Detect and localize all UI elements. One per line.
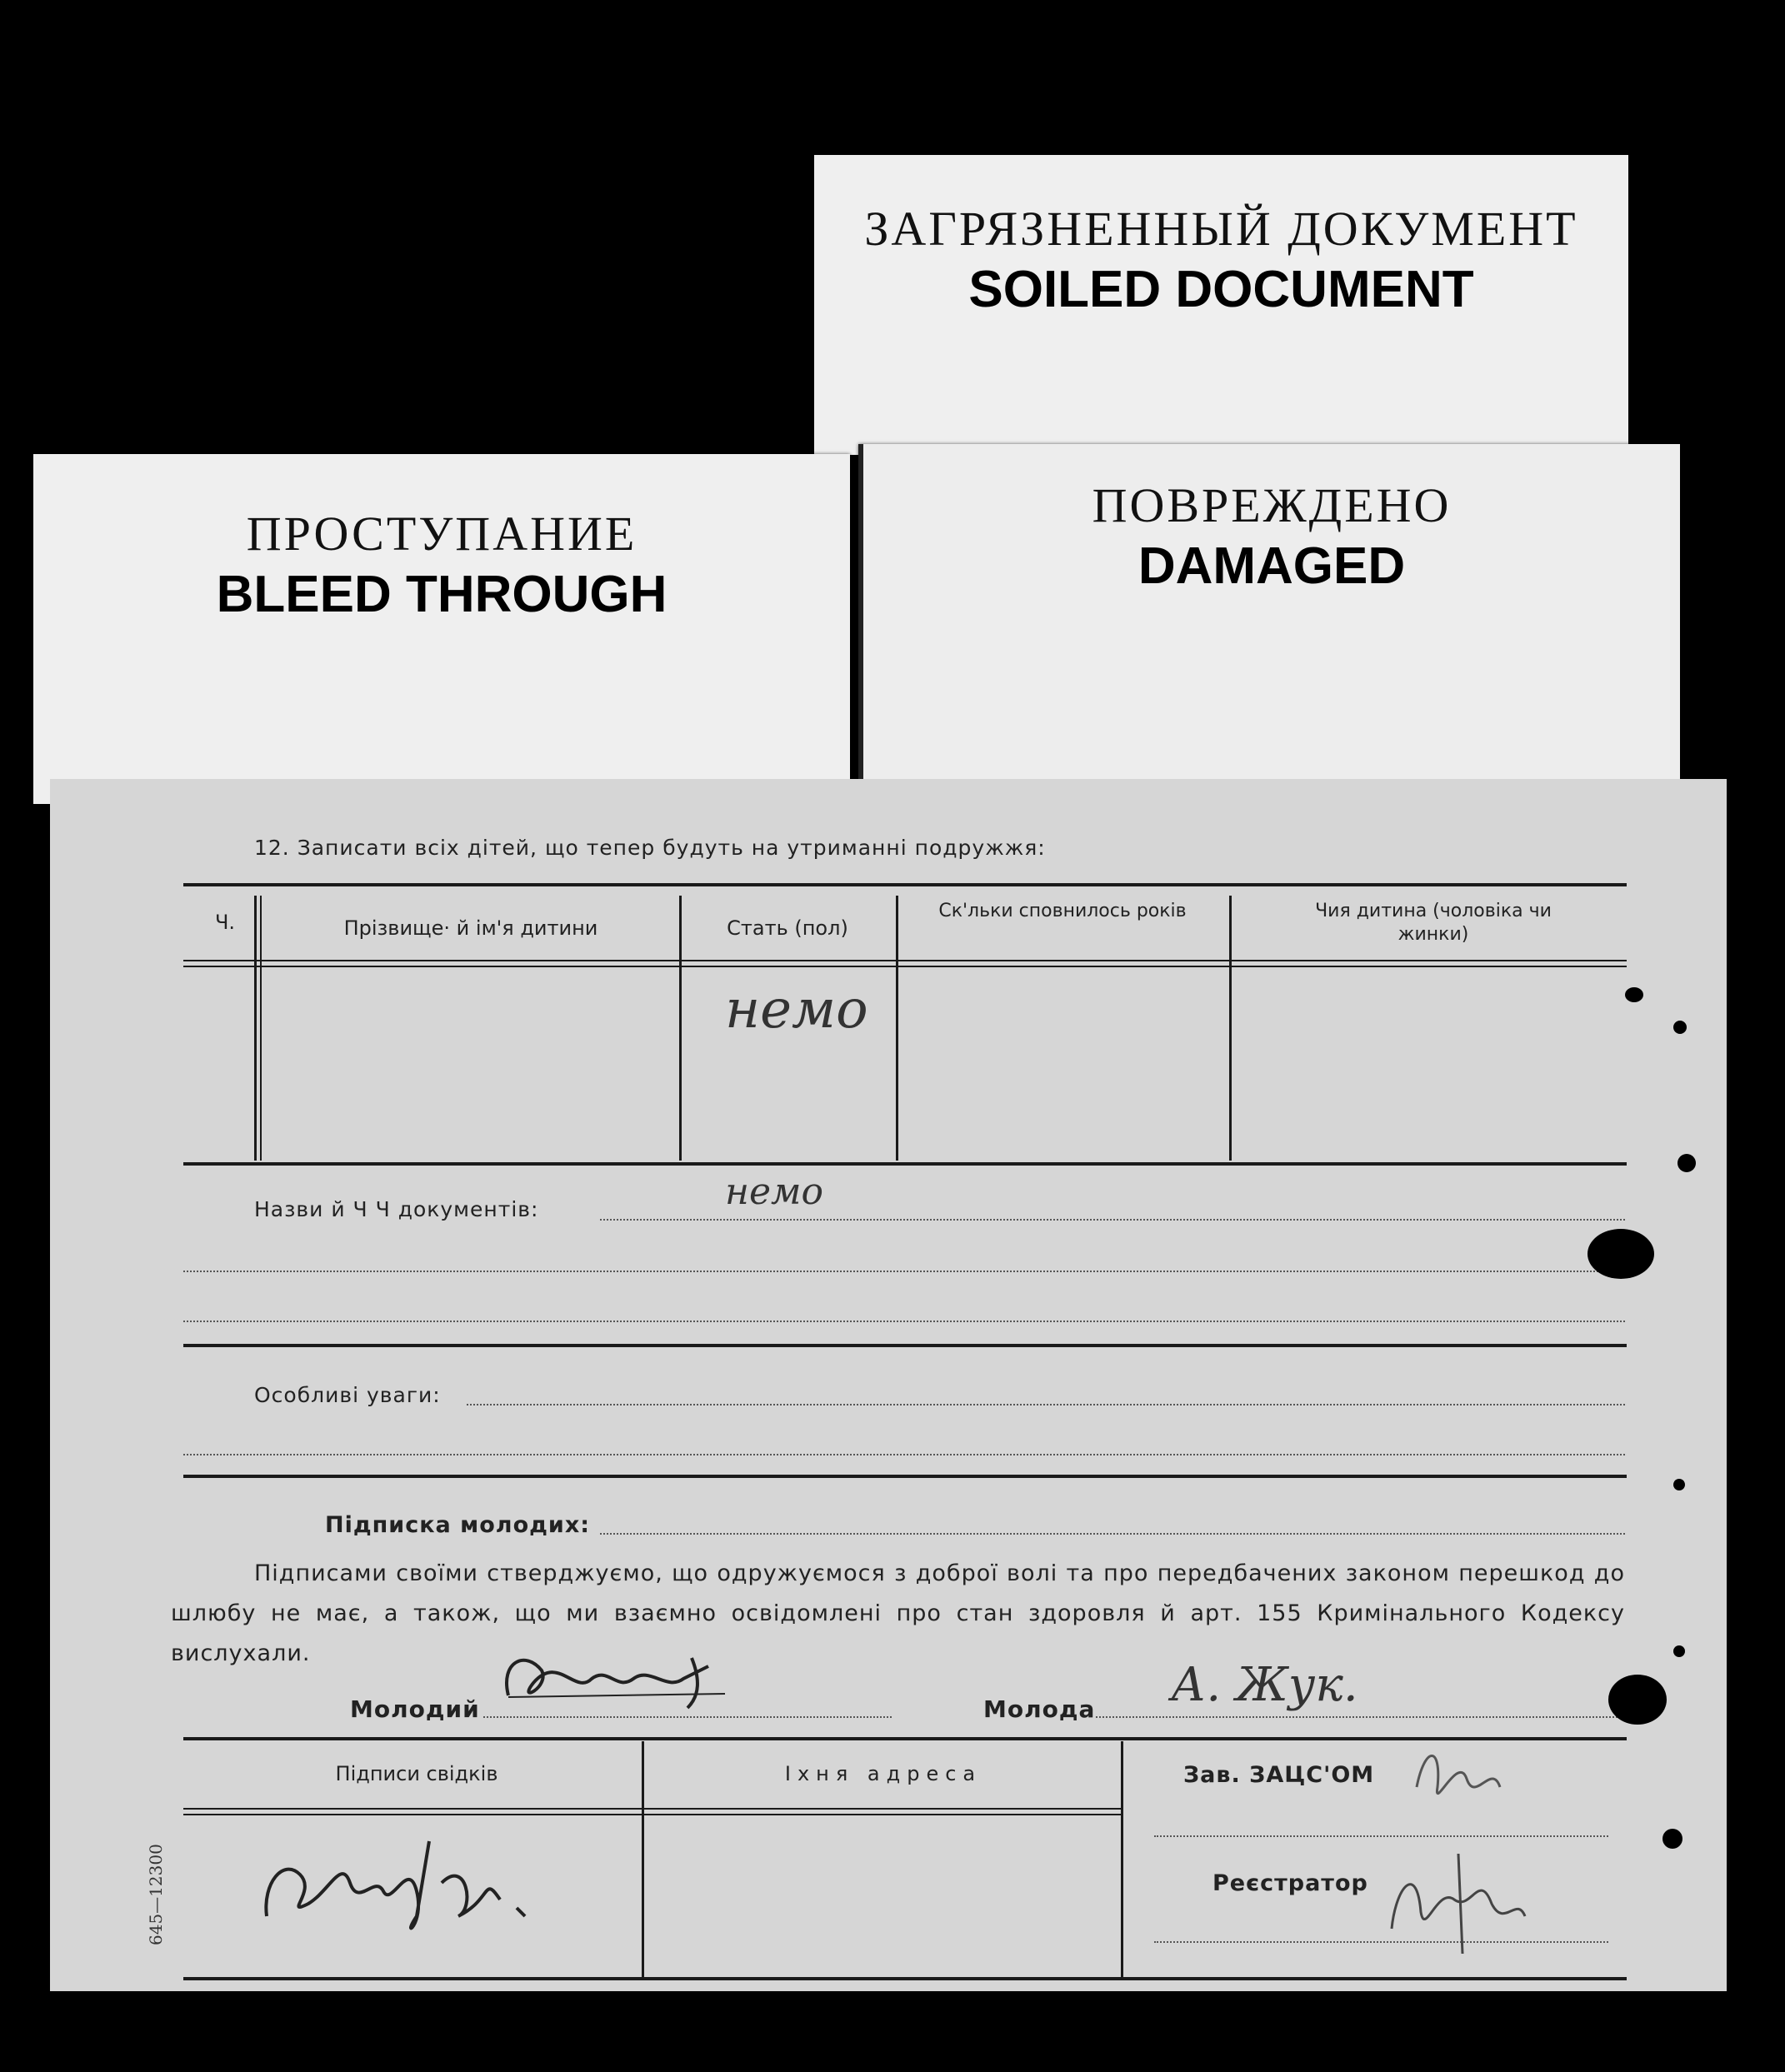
damage-hole [1588, 1229, 1654, 1279]
registrar-signature [1379, 1837, 1538, 1962]
col-header-sex: Стать (пол) [727, 916, 848, 940]
table-top-rule [183, 883, 1627, 886]
soiled-document-card [814, 155, 1628, 455]
registrar-label: Реєстратор [1212, 1870, 1368, 1896]
remarks-line-2 [183, 1454, 1625, 1455]
col-divider [260, 896, 262, 1161]
col-divider [1229, 896, 1232, 1161]
table-bottom-rule [183, 1162, 1627, 1166]
bride-label: Молода [983, 1695, 1096, 1723]
witness-col-divider [642, 1741, 644, 1979]
soiled-ru-label: ЗАГРЯЗНЕННЫЙ ДОКУМЕНТ [864, 202, 1578, 256]
bleed-through-card [33, 454, 850, 804]
witness-header: Підписи свідків [335, 1762, 498, 1785]
signature-heading-line [600, 1533, 1625, 1535]
documents-line-2 [183, 1271, 1625, 1272]
bride-signature: А. Жук. [1171, 1658, 1358, 1712]
witness-header-rule [183, 1808, 1121, 1810]
handwritten-none-table: немо [725, 979, 868, 1041]
col-header-name: Прізвище· й ім'я дитини [343, 916, 598, 940]
damage-hole [1608, 1675, 1667, 1725]
col-divider [254, 896, 257, 1161]
binding-hole [1625, 987, 1643, 1002]
documents-line-3 [183, 1321, 1625, 1322]
col-divider [679, 896, 682, 1161]
table-header-rule-2 [183, 966, 1627, 967]
witness-table-bottom-rule [183, 1977, 1627, 1980]
witness-header-rule-2 [183, 1814, 1121, 1815]
remarks-label: Особливі уваги: [254, 1383, 441, 1407]
handwritten-none-docs: немо [725, 1171, 823, 1213]
remarks-line [467, 1404, 1625, 1405]
table-header-rule [183, 960, 1627, 961]
col-header-age: Ск'льки сповнилось років [938, 901, 1187, 921]
bride-signature-line [1096, 1716, 1621, 1718]
signature-heading: Підписка молодих: [325, 1512, 591, 1538]
damaged-en-label: DAMAGED [1138, 537, 1406, 595]
witness-signature [250, 1825, 583, 1950]
address-header: Іхня адреса [784, 1762, 982, 1785]
bleed-ru-label: ПРОСТУПАНИЕ [246, 507, 638, 561]
section-rule [183, 1475, 1627, 1478]
binding-hole [1673, 1479, 1685, 1490]
documents-line [600, 1219, 1625, 1221]
binding-hole [1678, 1154, 1696, 1172]
binding-hole [1662, 1829, 1682, 1849]
groom-label: Молодий [350, 1695, 480, 1723]
col-divider [896, 896, 898, 1161]
registry-head-label: Зав. ЗАЦС'ОМ [1183, 1762, 1375, 1788]
damaged-card [858, 444, 1680, 784]
col-header-whose: Чия дитина (чоловіка чи жинки) [1315, 901, 1552, 945]
declaration-text: Підписами своїми стверджуємо, що одружуємося з доброї волі та про передбачених законом перешкод до шлюбу не має, а також, що ми взаємно освідомлені про стан здоровля й арт. 155 Кримінального Кодексу вислухали. [171, 1560, 1625, 1666]
marriage-record-form [50, 779, 1727, 1991]
section-title: 12. Записати всіх дітей, що тепер будуть на утриманні подружжя: [254, 836, 1046, 860]
print-code: 645—12300 [146, 1844, 166, 1945]
binding-hole [1673, 1645, 1685, 1657]
soiled-en-label: SOILED DOCUMENT [968, 261, 1474, 318]
witness-col-divider [1121, 1741, 1123, 1979]
documents-label: Назви й Ч Ч документів: [254, 1197, 539, 1221]
bleed-en-label: BLEED THROUGH [216, 566, 668, 623]
groom-signature [492, 1645, 750, 1720]
damaged-ru-label: ПОВРЕЖДЕНО [1092, 478, 1452, 532]
registry-head-signature [1408, 1737, 1508, 1829]
col-header-num: Ч. [214, 911, 236, 934]
binding-hole [1673, 1021, 1687, 1034]
section-rule [183, 1344, 1627, 1347]
